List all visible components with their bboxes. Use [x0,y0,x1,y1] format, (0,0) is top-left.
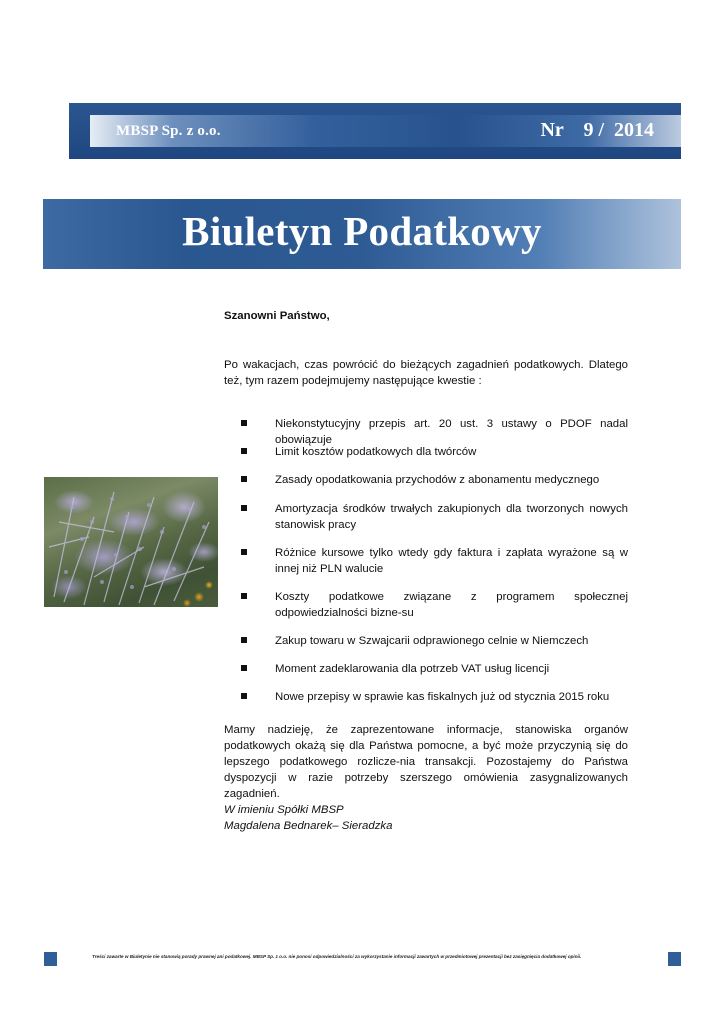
list-item-text: Koszty podatkowe związane z programem społecznej odpowiedzialności bizne-su [275,591,628,619]
list-item-text: Zakup towaru w Szwajcarii odprawionego celnie w Niemczech [275,635,589,647]
photo-texture [44,477,218,607]
intro-paragraph: Po wakacjach, czas powrócić do bieżących zagadnień podatkowych. Dlatego też, tym razem podejmujemy następujące kwestie : [224,359,628,387]
signature-line-company: W imieniu Spółki MBSP [224,804,344,816]
list-item-text: Różnice kursowe tylko wtedy gdy faktura i zapłata wyrażone są w innej niż PLN walucie [275,547,628,575]
list-item-text: Niekonstytucyjny przepis art. 20 ust. 3 ustawy o PDOF nadal obowiązuje [275,418,628,446]
list-item-text: Amortyzacja środków trwałych zakupionych dla tworzonych nowych stanowisk pracy [275,503,628,531]
bullet-square-icon [241,505,247,511]
salutation: Szanowni Państwo, [224,310,330,322]
bulletin-title: Biuletyn Podatkowy [182,208,542,254]
footer-right-square-icon [668,952,681,966]
bullet-square-icon [241,593,247,599]
lavender-plants-photo [44,477,218,607]
bullet-square-icon [241,637,247,643]
footer-disclaimer: Treści zawarte w Biuletynie nie stanowią porady prawnej ani podatkowej. MBSP Sp. z o.o. nie ponosi odpowiedzialności za wykorzystanie informacji zawartych w przedmiotowej prezentacji bez zasięgnięcia dodatkowej opinii. [92,954,582,959]
bullet-square-icon [241,549,247,555]
bullet-square-icon [241,448,247,454]
list-item-text: Nowe przepisy w sprawie kas fiskalnych już od stycznia 2015 roku [275,691,610,703]
header-band [69,103,681,159]
bullet-square-icon [241,693,247,699]
list-item-text: Moment zadeklarowania dla potrzeb VAT usług licencji [275,663,550,675]
bullet-square-icon [241,476,247,482]
list-item-text: Limit kosztów podatkowych dla twórców [275,446,477,458]
bullet-square-icon [241,420,247,426]
signature [224,802,392,834]
closing-paragraph: Mamy nadzieję, że zaprezentowane informacje, stanowiska organów podatkowych okażą się dla Państwa pomocne, a być może przyczynią się do lepszego podatkowego rozlicze-nia transakcji. Pozostajemy do Państwa dyspozycji w razie potrzeby szerszego omówienia zasygnalizowanych zagadnień. [224,724,628,800]
list-item-text: Zasady opodatkowania przychodów z abonamentu medycznego [275,474,600,486]
header-inner-bar [90,115,681,147]
company-name: MBSP Sp. z o.o. [116,123,221,139]
issue-number: Nr 9 / 2014 [540,119,654,141]
bullet-square-icon [241,665,247,671]
footer-left-square-icon [44,952,57,966]
signature-line-name: Magdalena Bednarek– Sieradzka [224,820,393,832]
title-band [43,199,681,269]
